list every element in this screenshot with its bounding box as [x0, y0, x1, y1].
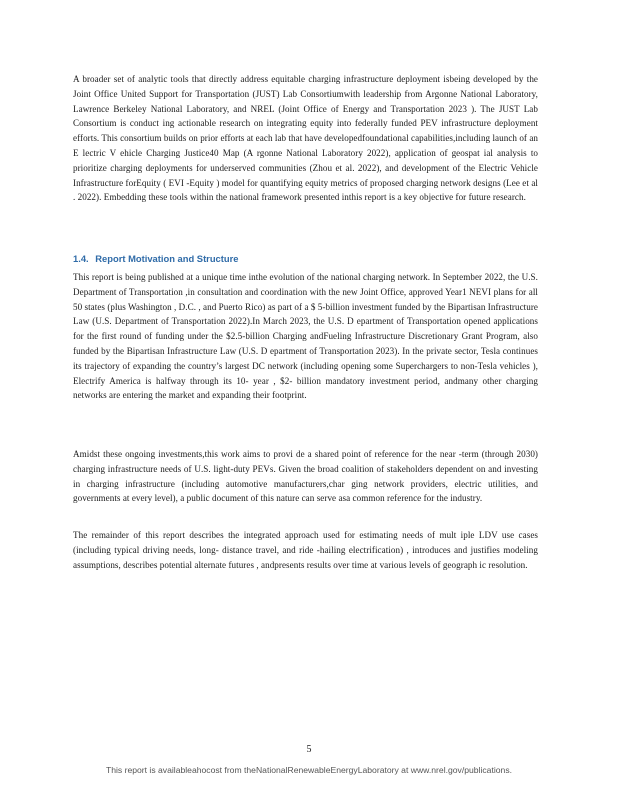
footer-availability-note: This report is availableahocost from theNationalRenewableEnergyLaboratory at www.nrel.gov/publications.: [105, 765, 513, 775]
page-number: 5: [306, 744, 312, 755]
section-title: Report Motivation and Structure: [95, 253, 239, 264]
section-heading: [73, 253, 242, 264]
paragraph-report-remainder: The remainder of this report describes the integrated approach used for estimating needs of mult iple LDV use cases (including typical driving needs, long- distance travel, and ride -hailing electrification) , introduces and justifies modeling assumptions, describes potential alternate futures , andpresents results over time at various levels of geograph ic resolution.: [73, 530, 538, 570]
section-number: 1.4.: [73, 253, 89, 264]
paragraph-work-aims: Amidst these ongoing investments,this work aims to provi de a shared point of reference for the near -term (through 2030) charging infrastructure needs of U.S. light-duty PEVs. Given the broad coalition of stakeholders dependent on and investing in charging infrastructure (including automotive manufacturers,char ging network providers, electric utilities, and governments at every level), a public document of this nature can serve asa common reference for the industry.: [73, 449, 538, 504]
paragraph-report-timing: This report is being published at a unique time inthe evolution of the national charging network. In September 2022, the U.S. Department of Transportation ,in consultation and coordination with the new Joint Office, approved Year1 NEVI plans for all 50 states (plus Washington , D.C. , and Puerto Rico) as part of a $ 5-billion investment funded by the Bipartisan Infrastructure Law (U.S. Department of Transportation 2022).In March 2023, the U.S. D epartment of Transportation opened applications for the first round of funding under the $2.5-billion Charging andFueling Infrastructure Discretionary Grant Program, also funded by the Bipartisan Infrastructure Law (U.S. D epartment of Transportation 2023). In the private sector, Tesla continues its trajectory of expanding the country’s largest DC network (including opening some Superchargers to non-Tesla vehicles ), Electrify America is halfway through its 10- year , $2- billion mandatory investment period, andmany other charging networks are entering the market and expanding their footprint.: [73, 272, 538, 401]
paragraph-equity-tools: A broader set of analytic tools that directly address equitable charging infrastructure deployment isbeing developed by the Joint Office United Support for Transportation (JUST) Lab Consortiumwith leadership from Argonne National Laboratory, Lawrence Berkeley National Laboratory, and NREL (Joint Office of Energy and Transportation 2023 ). The JUST Lab Consortium is conduct ing actionable research on integrating equity into federally funded PEV infrastructure deployment efforts. This consortium builds on prior efforts at each lab that have developedfoundational capabilities,including launch of an E lectric V ehicle Charging Justice40 Map (A rgonne National Laboratory 2022), application of geospat ial analysis to prioritize charging deployments for underserved communities (Zhou et al. 2022), and development of the Electric Vehicle Infrastructure forEquity ( EVI -Equity ) model for quantifying equity metrics of proposed charging network designs (Lee et al . 2022). Embedding these tools within the national framework presented inthis report is a key objective for future research.: [73, 74, 539, 203]
